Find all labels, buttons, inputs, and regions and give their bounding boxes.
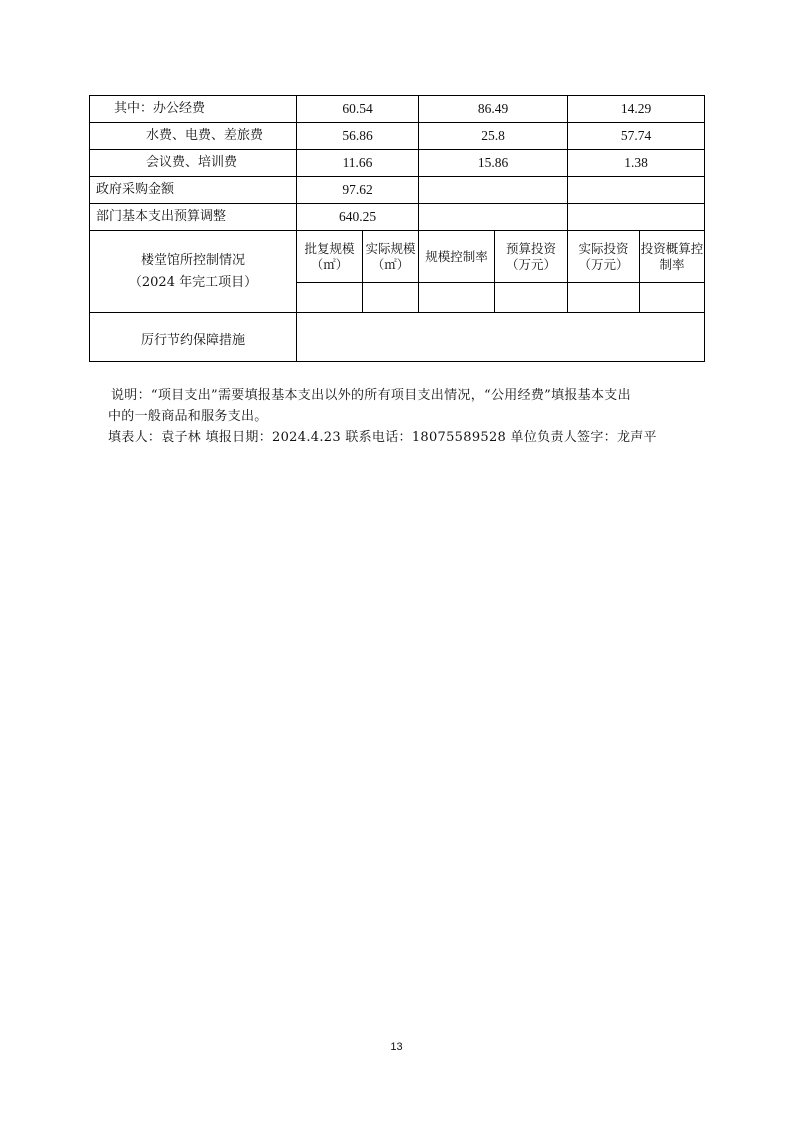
header-budget-investment: 预算投资（万元） xyxy=(495,231,568,283)
table-row xyxy=(90,313,705,362)
cell-value: 15.86 xyxy=(419,150,568,177)
note-line: 中的一般商品和服务支出。 xyxy=(108,409,268,424)
table-row xyxy=(90,177,705,204)
cell-value: 640.25 xyxy=(297,204,419,231)
cell-value: 60.54 xyxy=(297,96,419,123)
empty-cell xyxy=(640,283,705,313)
table-row xyxy=(90,231,705,283)
building-control-subtitle: （2024 年完工项目） xyxy=(128,274,258,290)
cell-value xyxy=(568,204,705,231)
empty-cell xyxy=(297,313,705,362)
header-investment-control-rate: 投资概算控制率 xyxy=(640,231,705,283)
header-approved-scale: 批复规模（㎡） xyxy=(297,231,363,283)
cell-value: 11.66 xyxy=(297,150,419,177)
header-actual-scale: 实际规模（㎡） xyxy=(363,231,419,283)
signature-line: 填表人：袁子林 填报日期：2024.4.23 联系电话：18075589528 单位负责人签字：龙声平 xyxy=(108,430,657,445)
cell-value xyxy=(419,204,568,231)
note-line: 说明：“项目支出”需要填报基本支出以外的所有项目支出情况，“公用经费”填报基本支出 xyxy=(111,388,631,403)
cell-value: 56.86 xyxy=(297,123,419,150)
page-number: 13 xyxy=(390,1041,403,1053)
row-label: 其中：办公经费 xyxy=(90,96,297,123)
header-scale-control-rate: 规模控制率 xyxy=(419,231,495,283)
table-row xyxy=(90,150,705,177)
building-control-label xyxy=(90,231,297,313)
table-row xyxy=(90,204,705,231)
row-label: 会议费、培训费 xyxy=(90,150,297,177)
empty-cell xyxy=(297,283,363,313)
cell-value: 86.49 xyxy=(419,96,568,123)
empty-cell xyxy=(495,283,568,313)
table-row xyxy=(90,96,705,123)
empty-cell xyxy=(568,283,640,313)
notes xyxy=(108,385,711,448)
cell-value: 97.62 xyxy=(297,177,419,204)
empty-cell xyxy=(419,283,495,313)
building-control-title: 楼堂馆所控制情况 xyxy=(140,252,245,268)
row-label: 水费、电费、差旅费 xyxy=(90,123,297,150)
cell-value: 57.74 xyxy=(568,123,705,150)
cell-value xyxy=(568,177,705,204)
empty-cell xyxy=(363,283,419,313)
table-row xyxy=(90,123,705,150)
cell-value: 1.38 xyxy=(568,150,705,177)
cell-value: 14.29 xyxy=(568,96,705,123)
saving-measures-label: 厉行节约保障措施 xyxy=(90,313,297,362)
row-label: 政府采购金额 xyxy=(90,177,297,204)
budget-table xyxy=(89,95,705,362)
cell-value xyxy=(419,177,568,204)
header-actual-investment: 实际投资（万元） xyxy=(568,231,640,283)
row-label: 部门基本支出预算调整 xyxy=(90,204,297,231)
cell-value: 25.8 xyxy=(419,123,568,150)
